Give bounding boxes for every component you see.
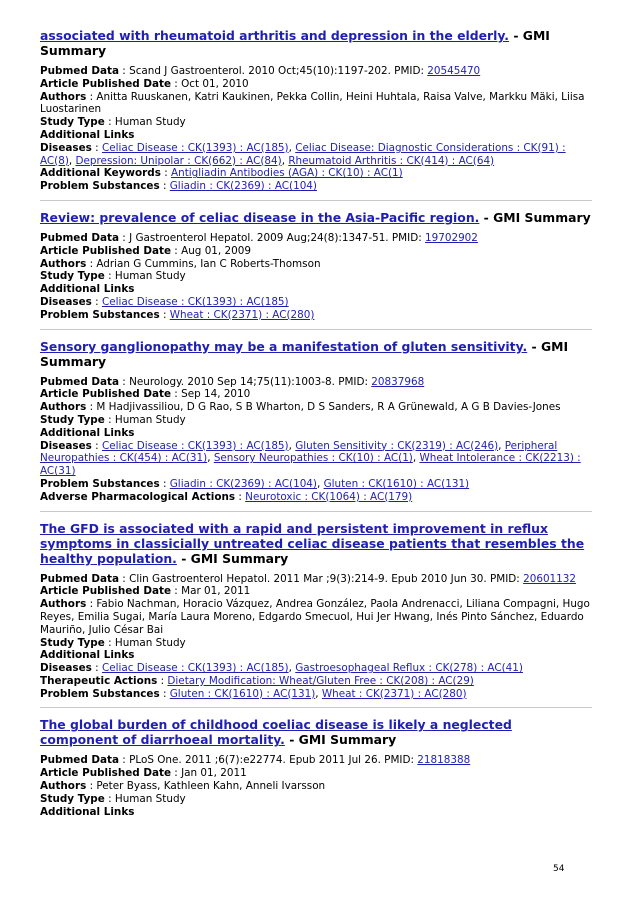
metadata-row — [40, 793, 592, 806]
metadata-separator: : — [104, 413, 115, 426]
metadata-value: Neurology. 2010 Sep 14;75(11):1003-8. PMID: — [129, 375, 372, 388]
article-title-link[interactable]: The GFD is associated with a rapid and persistent improvement in reflux symptoms in classicially untreated celiac disease patients that resembles the healthy population. — [40, 520, 585, 566]
entry-divider — [40, 200, 592, 201]
metadata-row — [40, 78, 592, 91]
metadata-separator: : — [91, 141, 102, 154]
metadata-row — [40, 167, 592, 180]
article-title — [40, 210, 592, 225]
tag-link[interactable]: Celiac Disease : CK(1393) : AC(185) — [101, 295, 289, 308]
metadata-row — [40, 116, 592, 129]
metadata-label: Problem Substances — [40, 308, 160, 321]
metadata-label: Diseases — [40, 439, 92, 452]
metadata-row — [40, 688, 592, 701]
metadata-value: , — [288, 439, 296, 452]
article-entry — [40, 210, 592, 322]
metadata-row — [40, 662, 592, 675]
tag-link[interactable]: Sensory Neuropathies : CK(10) : AC(1) — [213, 452, 413, 465]
metadata-label: Pubmed Data — [40, 231, 119, 244]
metadata-separator: : — [171, 244, 182, 257]
metadata-row — [40, 637, 592, 650]
metadata-separator: : — [160, 167, 172, 180]
entry-divider — [40, 511, 592, 512]
metadata-row — [40, 806, 592, 819]
metadata-separator: : — [171, 388, 182, 401]
metadata-value: , — [207, 452, 214, 465]
metadata-value: Scand J Gastroenterol. 2010 Oct;45(10):1197-202. PMID: — [129, 65, 428, 77]
metadata-separator: : — [159, 180, 170, 193]
metadata-value: , — [316, 477, 324, 490]
metadata-value: Adrian G Cummins, Ian C Roberts-Thomson — [96, 257, 321, 270]
tag-link[interactable]: Gliadin : CK(2369) : AC(104) — [169, 477, 317, 490]
tag-link[interactable]: Dietary Modification: Wheat/Gluten Free : CK(208) : AC(29) — [167, 674, 474, 687]
metadata-value: Mar 01, 2011 — [181, 585, 251, 598]
metadata-row — [40, 401, 592, 414]
metadata-separator: : — [104, 636, 115, 649]
metadata-row — [40, 245, 592, 258]
entry-divider — [40, 707, 592, 708]
metadata-separator: : — [119, 572, 130, 585]
article-title — [40, 339, 592, 369]
tag-link[interactable]: Gluten : CK(1610) : AC(131) — [169, 687, 316, 700]
metadata-row — [40, 309, 592, 322]
metadata-value: J Gastroenterol Hepatol. 2009 Aug;24(8):1347-51. PMID: — [129, 231, 426, 244]
metadata-row — [40, 283, 592, 296]
metadata-separator: : — [157, 674, 168, 687]
tag-link[interactable]: Celiac Disease : CK(1393) : AC(185) — [101, 662, 289, 675]
metadata-row — [40, 649, 592, 662]
metadata-row — [40, 427, 592, 440]
tag-link[interactable]: 20545470 — [427, 65, 481, 77]
metadata-separator: : — [86, 90, 97, 103]
metadata-label: Diseases — [40, 295, 92, 308]
metadata-value: M Hadjivassiliou, D G Rao, S B Wharton, D S Sanders, R A Grünewald, A G B Davies-Jones — [96, 401, 561, 414]
metadata-value: Human Study — [114, 270, 186, 283]
article-title — [40, 28, 592, 58]
metadata-separator: : — [235, 490, 246, 503]
metadata-separator: : — [86, 598, 97, 611]
metadata-label: Problem Substances — [40, 477, 160, 490]
metadata-row — [40, 258, 592, 271]
article-entry — [40, 28, 592, 193]
metadata-row — [40, 142, 592, 168]
metadata-label: Authors — [40, 401, 87, 414]
metadata-value: Peter Byass, Kathleen Kahn, Anneli Ivarsson — [96, 780, 326, 793]
metadata-label: Pubmed Data — [40, 65, 119, 77]
tag-link[interactable]: Gluten Sensitivity : CK(2319) : AC(246) — [295, 439, 499, 452]
metadata-value: Human Study — [114, 636, 186, 649]
metadata-row — [40, 180, 592, 193]
metadata-label: Authors — [40, 257, 87, 270]
metadata-value: , — [281, 154, 289, 167]
tag-link[interactable]: Rheumatoid Arthritis : CK(414) : AC(64) — [288, 154, 495, 167]
metadata-row — [40, 91, 592, 117]
article-title — [40, 717, 592, 747]
metadata-row — [40, 478, 592, 491]
metadata-separator: : — [171, 767, 182, 780]
metadata-label: Problem Substances — [40, 180, 160, 193]
metadata-value: Sep 14, 2010 — [181, 388, 251, 401]
metadata-label: Article Published Date — [40, 767, 171, 780]
metadata-label: Adverse Pharmacological Actions — [40, 490, 236, 503]
metadata-label: Additional Links — [40, 283, 135, 296]
article-title-link[interactable]: The global burden of childhood coeliac disease is likely a neglected component of diarrhoeal mortality. — [40, 717, 512, 748]
metadata-separator: : — [159, 308, 170, 321]
metadata-value: Aug 01, 2009 — [181, 244, 251, 257]
article-title-link[interactable]: associated with rheumatoid arthritis and depression in the elderly. — [40, 28, 510, 43]
metadata-row — [40, 129, 592, 142]
metadata-row — [40, 491, 592, 504]
tag-link[interactable]: Celiac Disease : CK(1393) : AC(185) — [101, 439, 289, 452]
metadata-separator: : — [104, 792, 115, 805]
article-title-link[interactable]: Sensory ganglionopathy may be a manifestation of gluten sensitivity. — [40, 338, 528, 354]
metadata-row — [40, 675, 592, 688]
gmi-summary-label: - GMI Summary — [40, 28, 550, 58]
article-entry — [40, 717, 592, 818]
metadata-label: Authors — [40, 90, 87, 103]
tag-link[interactable]: 20601132 — [523, 572, 576, 585]
metadata-row — [40, 585, 592, 598]
metadata-value: , — [315, 687, 322, 700]
metadata-separator: : — [171, 585, 182, 598]
article-title-link[interactable]: Review: prevalence of celiac disease in the Asia-Pacific region. — [40, 209, 480, 225]
metadata-value: PLoS One. 2011 ;6(7):e22774. Epub 2011 Jul 26. PMID: — [129, 754, 418, 767]
tag-link[interactable]: Depression: Unipolar : CK(662) : AC(84) — [75, 154, 282, 167]
metadata-row — [40, 440, 592, 478]
metadata-label: Additional Links — [40, 128, 135, 141]
metadata-separator: : — [119, 754, 130, 767]
metadata-row — [40, 296, 592, 309]
tag-link[interactable]: Celiac Disease : CK(1393) : AC(185) — [101, 141, 289, 154]
metadata-value: Oct 01, 2010 — [181, 77, 249, 90]
tag-link[interactable]: Antigliadin Antibodies (AGA) : CK(10) : AC(1) — [171, 167, 403, 180]
metadata-row — [40, 376, 592, 389]
tag-link[interactable]: Wheat : CK(2371) : AC(280) — [169, 308, 315, 321]
metadata-label: Diseases — [40, 662, 92, 675]
metadata-row — [40, 573, 592, 586]
metadata-value: , — [68, 154, 76, 167]
metadata-label: Authors — [40, 780, 87, 793]
metadata-label: Problem Substances — [40, 687, 160, 700]
metadata-label: Study Type — [40, 270, 105, 283]
article-entry — [40, 521, 592, 701]
tag-link[interactable]: Gliadin : CK(2369) : AC(104) — [169, 180, 317, 193]
gmi-summary-label: - GMI Summary — [40, 338, 569, 369]
article-title — [40, 521, 592, 566]
metadata-separator: : — [159, 477, 170, 490]
metadata-row — [40, 754, 592, 767]
metadata-separator: : — [119, 231, 130, 244]
metadata-value: , — [288, 141, 296, 154]
metadata-label: Diseases — [40, 141, 92, 154]
metadata-row — [40, 414, 592, 427]
gmi-summary-label: - GMI Summary — [479, 209, 591, 225]
metadata-separator: : — [171, 77, 182, 90]
tag-link[interactable]: 19702902 — [425, 231, 478, 244]
metadata-label: Pubmed Data — [40, 754, 119, 767]
metadata-row — [40, 598, 592, 636]
tag-link[interactable]: 20837968 — [371, 375, 425, 388]
metadata-value: , — [288, 662, 296, 675]
entry-divider — [40, 329, 592, 330]
metadata-label: Article Published Date — [40, 388, 171, 401]
article-entry — [40, 339, 592, 504]
tag-link[interactable]: Gastroesophageal Reflux : CK(278) : AC(41) — [295, 662, 523, 675]
metadata-label: Additional Links — [40, 649, 135, 662]
page-number: 54 — [553, 864, 565, 874]
metadata-label: Additional Links — [40, 805, 135, 818]
metadata-label: Additional Links — [40, 426, 135, 439]
metadata-row — [40, 232, 592, 245]
metadata-value: Human Study — [114, 413, 186, 426]
metadata-label: Therapeutic Actions — [40, 674, 158, 687]
metadata-separator: : — [91, 662, 102, 675]
metadata-label: Additional Keywords — [40, 167, 161, 180]
tag-link[interactable]: Peripheral Neuropathies : CK(454) : AC(31) — [40, 439, 558, 465]
metadata-separator: : — [119, 65, 130, 77]
metadata-label: Study Type — [40, 636, 105, 649]
metadata-separator: : — [91, 439, 102, 452]
tag-link[interactable]: Celiac Disease: Diagnostic Considerations : CK(91) : AC(8) — [40, 141, 566, 167]
metadata-label: Study Type — [40, 413, 105, 426]
gmi-summary-label: - GMI Summary — [176, 550, 289, 566]
metadata-value: , — [498, 439, 505, 452]
metadata-separator: : — [104, 116, 115, 129]
metadata-value: Human Study — [114, 792, 186, 805]
metadata-separator: : — [91, 295, 102, 308]
metadata-row — [40, 780, 592, 793]
metadata-row — [40, 270, 592, 283]
tag-link[interactable]: Wheat : CK(2371) : AC(280) — [321, 687, 467, 700]
metadata-row — [40, 388, 592, 401]
metadata-separator: : — [86, 257, 97, 270]
metadata-label: Pubmed Data — [40, 375, 119, 388]
metadata-separator: : — [104, 270, 115, 283]
metadata-separator: : — [119, 375, 130, 388]
metadata-label: Article Published Date — [40, 244, 171, 257]
metadata-value: , — [412, 452, 420, 465]
metadata-label: Study Type — [40, 116, 105, 129]
metadata-separator: : — [86, 780, 97, 793]
metadata-label: Article Published Date — [40, 77, 171, 90]
document-page — [40, 28, 592, 818]
tag-link[interactable]: Wheat Intolerance : CK(2213) : AC(31) — [40, 452, 581, 478]
tag-link[interactable]: Neurotoxic : CK(1064) : AC(179) — [245, 490, 413, 503]
metadata-separator: : — [86, 401, 97, 414]
metadata-row — [40, 65, 592, 78]
metadata-value: Jan 01, 2011 — [181, 767, 247, 780]
metadata-value: Anitta Ruuskanen, Katri Kaukinen, Pekka Collin, Heini Huhtala, Raisa Valve, Markku Mäki, Liisa Luostarinen — [40, 90, 585, 116]
metadata-label: Pubmed Data — [40, 572, 119, 585]
tag-link[interactable]: Gluten : CK(1610) : AC(131) — [323, 477, 470, 490]
metadata-row — [40, 767, 592, 780]
metadata-separator: : — [159, 687, 170, 700]
metadata-value: Clin Gastroenterol Hepatol. 2011 Mar ;9(3):214-9. Epub 2010 Jun 30. PMID: — [129, 572, 524, 585]
gmi-summary-label: - GMI Summary — [284, 732, 397, 748]
metadata-value: Human Study — [114, 116, 186, 129]
metadata-value: Fabio Nachman, Horacio Vázquez, Andrea González, Paola Andrenacci, Liliana Compagni, Hugo Reyes, Emilia Sugai, María Laura Moreno, Edgardo Smecuol, Hui Jer Hwang, Inés Pinto Sánchez, Eduardo Mauriño, Julio César Bai — [40, 598, 590, 636]
tag-link[interactable]: 21818388 — [417, 754, 471, 767]
metadata-label: Authors — [40, 598, 87, 611]
metadata-label: Study Type — [40, 792, 105, 805]
metadata-label: Article Published Date — [40, 585, 171, 598]
